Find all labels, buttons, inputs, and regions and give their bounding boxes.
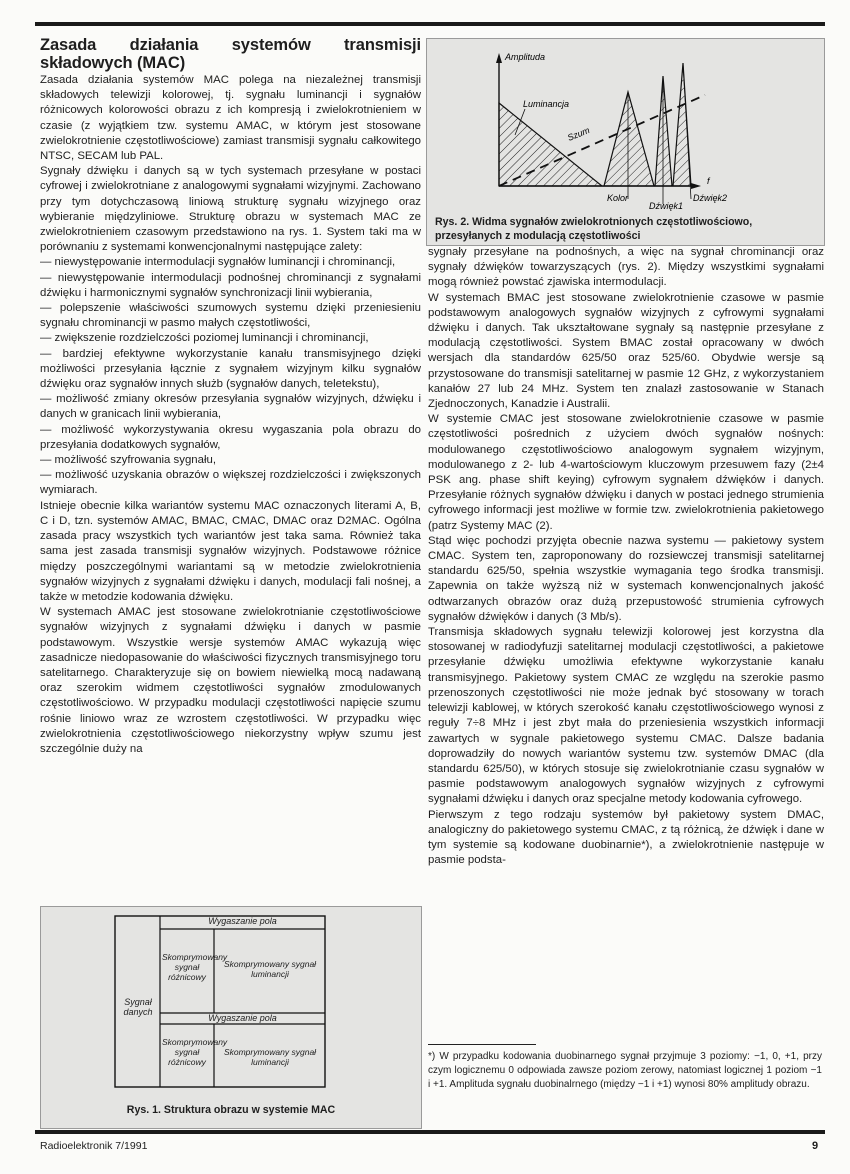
sound2-spectrum xyxy=(673,63,691,186)
page-number: 9 xyxy=(812,1140,819,1152)
top-rule xyxy=(35,22,825,26)
blanking-label-top: Wygaszanie pola xyxy=(208,916,277,926)
paragraph: W systemach BMAC jest stosowane zwielokrotnienie czasowe w pasmie podstawowym analogowych sygnałów wizyjnych z cyfrowymi sygnałami dźwięku i danych. Tak ukształtowane sygnały są następnie przesyłane z modulacją częstotliwości. System BMAC został opracowany w dwóch wersjach dla standardów 625/50 oraz 525/60. Obydwie wersje są przystosowane do transmisji satelitarnej w pasmie 12 GHz, z wykorzystaniem kanałów 27 lub 24 MHz. System ten znalazł zastosowanie w Stanach Zjednoczonych, Kanadzie i Australii. xyxy=(428,291,824,411)
sound1-spectrum xyxy=(655,76,672,186)
magazine-issue: Radioelektronik 7/1991 xyxy=(40,1140,148,1152)
paragraph: W systemach AMAC jest stosowane zwielokrotnianie częstotliwościowe sygnałów wizyjnych z sygnałami dźwięku i danych w pasmie podstawowym. Wszystkie wersje systemów AMAC wykazują więc zasadnicze niedopasowanie do właściwości fizycznych transmisyjnego toru satelitarnego. Charakteryzuje się on bowiem niewielką mocą nadawaną oraz szerokim widmem częstotliwości sygnałów zmodulowanych częstotliwościowo. W przypadku modulacji częstotliwości napięcie szumu rośnie liniowo wraz ze wzrostem częstotliwości. W przypadku więc zwielokrotnienia częstotliwościowego niekorzystny wpływ szumu jest szczególnie duży na xyxy=(40,606,421,755)
noise-label: Szum xyxy=(566,124,592,143)
list-item: — możliwość szyfrowania sygnału, xyxy=(40,454,216,467)
y-axis-arrow-icon xyxy=(496,53,502,63)
left-body xyxy=(40,73,421,757)
blanking-label-middle: Wygaszanie pola xyxy=(208,1013,277,1023)
y-axis-label: Amplituda xyxy=(505,52,546,62)
paragraph: Transmisja składowych sygnału telewizji kolorowej jest korzystna dla stosowanej w radiodyfuzji satelitarnej modulacji częstotliwości, a pakietowe przesyłanie dźwięku umożliwia efektywne wykorzystanie kanału transmisyjnego. Pakietowy system CMAC ze względu na szerokie pasmo przenoszonych częstotliwości nie może jednak być stosowany w torach telewizji kablowej, w których szerokość kanału częstotliwościowego wynosi z reguły 7÷8 MHz i jest zbyt mała do przeniesienia wszystkich informacji zawartych w sygnale pakietowego systemu CMAC. Dalsze badania doprowadziły do nowych wariantów systemu tzw. systemów DMAC (dla standardu 625/50), w których stosuje się zwielokrotnianie czasu sygnałów w pasmie podstawowym analogowych sygnałów wizyjnych z cyfrowymi sygnałami dźwięku i danych oraz specjalne metody kodowania cyfrowego. xyxy=(428,626,824,806)
color-label: Kolor xyxy=(607,193,629,203)
paragraph: Zasada działania systemów MAC polega na niezależnej transmisji składowych telewizji kolorowej, tj. sygnału luminancji i sygnałów różnicowych kolorowości obrazu z ich kompresją i zwielokrotnieniem w czasie (z wyjątkiem tzw. systemu AMAC, w którym jest stosowane zwielokrotnienie częstotliwościowe) zamiast transmisji sygnału całkowitego NTSC, SECAM lub PAL. xyxy=(40,74,421,163)
figure-1 xyxy=(40,906,422,1129)
paragraph: Pierwszym z tego rodzaju systemów był pakietowy system DMAC, analogiczny do pakietowego systemu CMAC, z tą różnicą, że dźwięk i dane w tym systemie są kodowane duobinarnie*), a zwielokrotnienie następuje w pasmie podsta- xyxy=(428,808,824,867)
data-signal-label: Sygnał danych xyxy=(123,997,153,1017)
sound2-label: Dźwięk2 xyxy=(693,193,728,203)
list-item: — możliwość uzyskania obrazów o większej rozdzielczości i zwiększonych wymiarach. xyxy=(40,469,421,497)
footnote-divider xyxy=(428,1044,536,1045)
difference-signal-top: Skomprymowany sygnał różnicowy xyxy=(162,952,228,982)
x-axis-arrow-icon xyxy=(691,183,701,189)
right-column xyxy=(428,245,824,868)
figure-2-caption: Rys. 2. Widma sygnałów zwielokrotnionych częstotliwościowo, przesyłanych z modulacją częstotliwości xyxy=(435,216,753,242)
left-column xyxy=(40,36,421,757)
figure-1-caption: Rys. 1. Struktura obrazu w systemie MAC xyxy=(126,1104,336,1116)
paragraph: Istnieje obecnie kilka wariantów systemu MAC oznaczonych literami A, B, C i D, tzn. systemów AMAC, BMAC, CMAC, DMAC oraz D2MAC. Ogólna zasada pracy wszystkich tych wariantów jest taka sama. Również taka sama jest zasada transmisji sygnałów wizyjnych. Podstawowe różnice między poszczególnymi wariantami są w metodzie zwielokrotnienia sygnałów wizyjnych z sygnałami dźwięku i danych, modulacji fali nośnej, a także w metodzie kodowania dźwięku. xyxy=(40,499,421,603)
luminance-label: Luminancja xyxy=(523,99,570,109)
mac-frame-structure-diagram xyxy=(41,907,421,1097)
list-item: — niewystępowanie intermodulacji sygnałów luminancji i chrominancji, xyxy=(40,256,396,269)
x-axis-label: f xyxy=(707,176,710,186)
spectrum-diagram xyxy=(427,39,824,214)
paragraph: Stąd więc pochodzi przyjęta obecnie nazwa systemu — pakietowy system CMAC. System ten, zaproponowany do rozsiewczej transmisji satelitarnej standardu 625/50, spełnia wszystkie wymagania tego środka transmisji. Zapewnia on także wyższą niż w systemach konwencjonalnych jakość odtwarzanych obrazów oraz dużą przepustowość strumienia cyfrowych sygnałów dźwięków i danych (3 Mb/s). xyxy=(428,534,824,623)
list-item: — polepszenie właściwości szumowych systemu dzięki przeniesieniu sygnału chrominancji w pasmo małych częstotliwości, xyxy=(40,302,421,330)
list-item: — niewystępowanie intermodulacji podnośnej chrominancji z sygnałami dźwięku i harmonicznymi sygnałów synchronizacji linii wybierania, xyxy=(40,271,421,299)
luminance-spectrum xyxy=(499,103,602,186)
paragraph: Sygnały dźwięku i danych są w tych systemach przesyłane w postaci cyfrowej i zwielokrotniane z analogowymi sygnałami wizyjnymi. Zachowano przy tym dotychczasową liniową strukturę sygnału wizyjnego oraz wybieranie międzyliniowe. Strukturę obrazu w systemach MAC ze zwielokrotnieniem czasowym przedstawiono na rys. 1. System taki ma w porównaniu z systemami konwencjonalnymi następujące zalety: xyxy=(40,165,421,254)
list-item: — bardziej efektywne wykorzystanie kanału transmisyjnego dzięki możliwości przesyłania łącznie z sygnałem wizyjnym kilku sygnałów dźwięku oraz sygnałów innych służb (sygnałów danych, teletekstu), xyxy=(40,347,421,391)
list-item: — zwiększenie rozdzielczości poziomej luminancji i chrominancji, xyxy=(40,332,369,345)
difference-signal-bottom: Skomprymowany sygnał różnicowy xyxy=(162,1037,228,1067)
figure-2 xyxy=(426,38,825,246)
luminance-signal-top: Skomprymowany sygnał luminancji xyxy=(223,959,317,979)
list-item: — możliwość zmiany okresów przesyłania sygnałów wizyjnych, dźwięku i danych w granicach linii wybierania, xyxy=(40,393,421,421)
color-spectrum xyxy=(604,92,654,186)
list-item: — możliwość wykorzystywania okresu wygaszania pola obrazu do przesyłania dodatkowych sygnałów, xyxy=(40,423,421,451)
article-title: Zasada działania systemów transmisji składowych (MAC) xyxy=(40,36,421,72)
sound1-label: Dźwięk1 xyxy=(649,201,684,211)
bottom-rule xyxy=(35,1130,825,1134)
right-body xyxy=(428,245,824,868)
paragraph: sygnały przesyłane na podnośnych, a więc na sygnał chrominancji oraz sygnały dźwięków towarzyszących (rys. 2). Między wszystkimi sygnałami mogą również powstać zjawiska intermodulacji. xyxy=(428,246,824,289)
footnote: *) W przypadku kodowania duobinarnego sygnał przyjmuje 3 poziomy: −1, 0, +1, przy czym logicznemu 0 odpowiada zawsze poziom zerowy, natomiast logicznej 1 poziom −1 i +1. Amplituda sygnału duobinalrnego (między −1 i +1) wynosi 80% amplitudy obrazu. xyxy=(428,1051,822,1090)
paragraph: W systemie CMAC jest stosowane zwielokrotnienie czasowe w pasmie częstotliwości pośrednich z użyciem dwóch sygnałów nośnych: modulowanego częstotliwościowo analogowym sygnałem wizyjnym, modulowanego z 2- lub 4-wartościowym kluczowym przesuwem fazy (2±4 PSK ang. phase shift keying) cyfrowym sygnałem dźwięków i danych. Przesyłanie różnych sygnałów dźwięku i danych w postaci jednego strumienia cyfrowego informacji jest możliwe w formie tzw. zwielokrotnienia pakietowego (patrz Systemy MAC (2). xyxy=(428,413,824,532)
luminance-signal-bottom: Skomprymowany sygnał luminancji xyxy=(223,1047,317,1067)
